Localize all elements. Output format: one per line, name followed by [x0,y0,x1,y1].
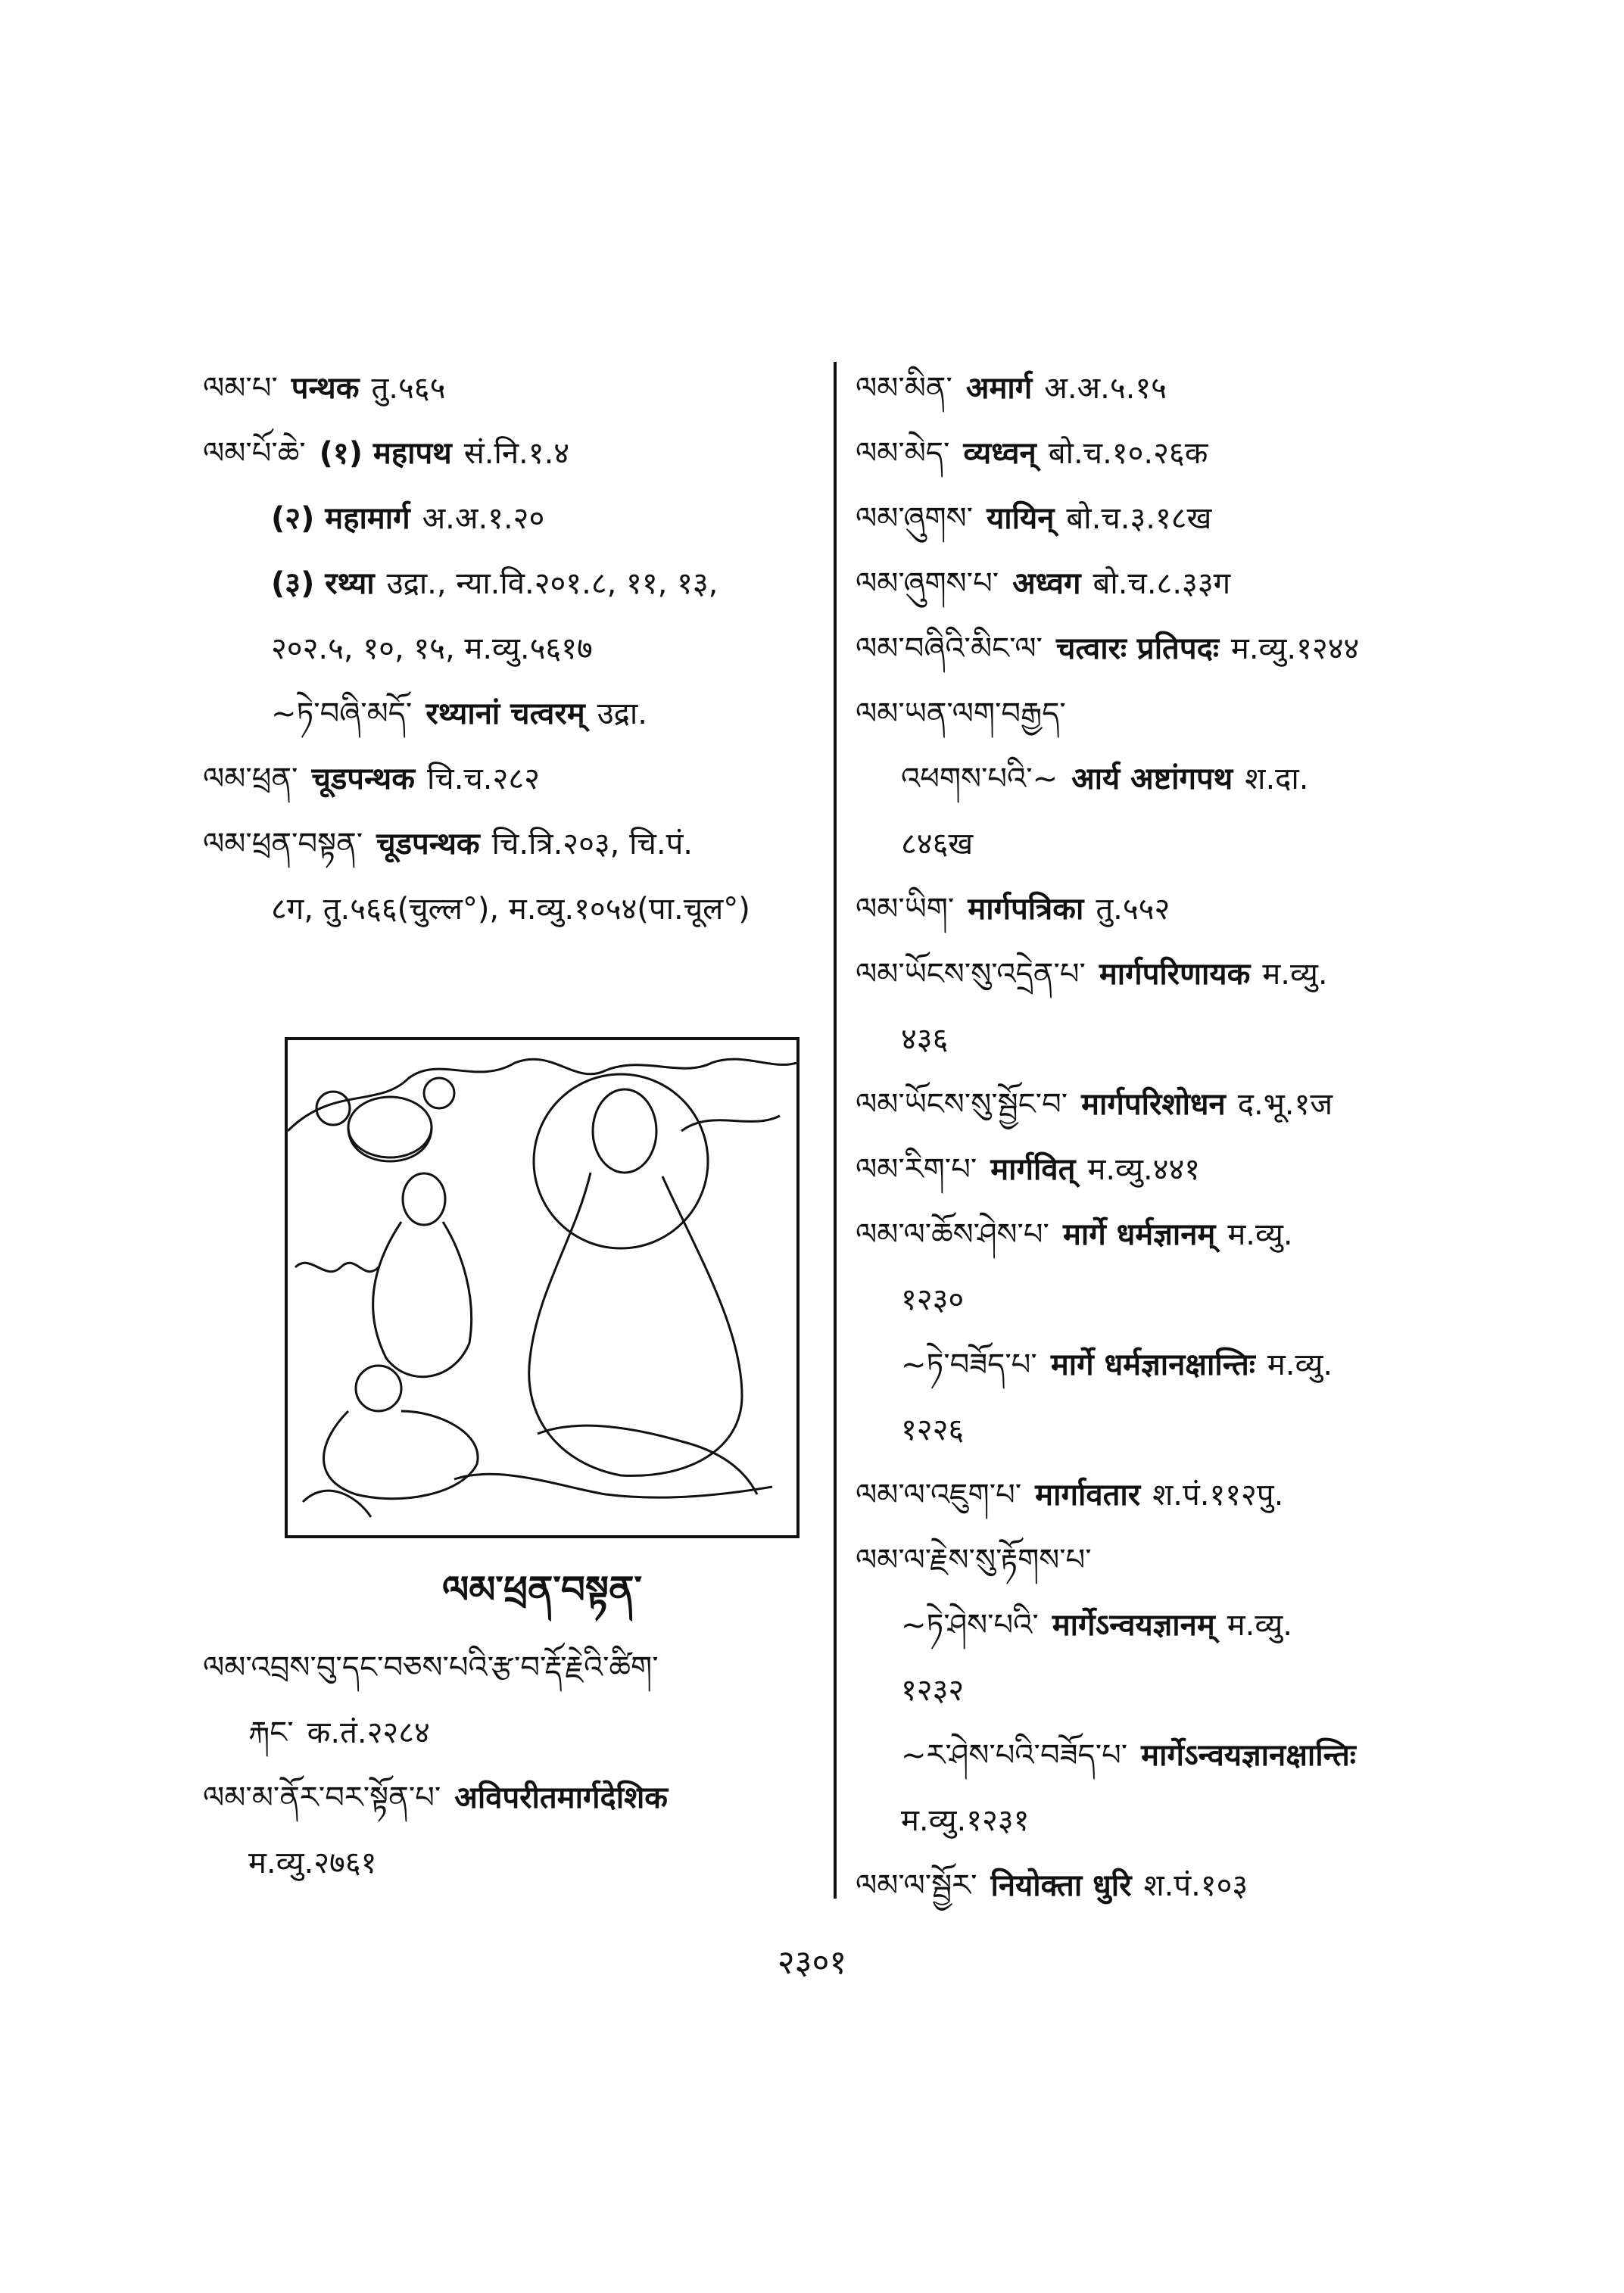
reference: म.व्यु. [1267,1347,1333,1382]
tibetan-term: ལམ་ཞུགས་པ་ [856,566,999,601]
entry-8 [203,877,809,942]
reference: म.व्यु.१२४४ [1230,631,1360,666]
entry-2 [203,486,809,551]
entry-5 [203,681,809,746]
illustration-icon [288,1040,796,1535]
tibetan-term: ལམ་ཕྲན་ [203,762,298,796]
tibetan-term: ~ཏེ་བཟོད་པ་ [901,1347,1037,1382]
tibetan-term: ལམ་ཡོངས་སུ་འདྲེན་པ་ [856,957,1086,992]
sanskrit-term: मार्गपत्रिका [968,892,1084,927]
sanskrit-term: चत्वारः प्रतिपदः [1055,631,1219,666]
entry-r20 [856,1658,1461,1723]
entry-r15 [856,1332,1461,1397]
tibetan-term: ~ར་ཤེས་པའི་བཟོད་པ་ [901,1738,1128,1773]
sanskrit-term: यायिन् [987,501,1055,536]
left-column [203,356,809,942]
reference: म.व्यु. [1227,1608,1292,1643]
sanskrit-term: रथ्यानां चत्वरम् [425,696,585,731]
tibetan-term: ལམ་མིན་ [856,371,952,406]
sanskrit-term: व्यध्वन् [963,436,1036,471]
reference: म.व्यु. [1262,957,1328,992]
entry-0 [203,356,809,421]
sanskrit-term: चूडपन्थक [311,762,415,796]
sanskrit-term: आर्य अष्टांगपथ [1071,762,1233,796]
entry-b3 [203,1830,809,1896]
reference: बो.च.३.१८ख [1066,501,1212,536]
tibetan-term: ལམ་རིག་པ་ [856,1152,977,1187]
sanskrit-term: अध्वग [1012,566,1081,601]
reference: श.दा. [1245,762,1309,796]
sanskrit-term: मार्गपरिणायक [1099,957,1251,992]
page-number: २३०१ [777,1943,847,1982]
tibetan-term: ལམ་ཡོངས་སུ་སྦྱོང་བ་ [856,1087,1068,1122]
entry-r3 [856,551,1461,616]
sanskrit-term: अमार्ग [965,371,1033,406]
tibetan-term: འཕགས་པའི་~ [901,762,1058,796]
tibetan-term: ལམ་ལ་ཆོས་ཤེས་པ་ [856,1217,1049,1252]
entry-r10 [856,1007,1461,1072]
tibetan-term: ལམ་ཕྲན་བསྟན་ [203,827,363,861]
reference: चि.च.२८२ [426,762,540,796]
entry-r9 [856,942,1461,1007]
entry-3 [203,551,809,616]
reference: अ.अ.१.२० [422,501,545,536]
reference: बो.च.१०.२६क [1048,436,1208,471]
entry-r22 [856,1788,1461,1853]
entry-1 [203,421,809,486]
right-column [856,356,1461,1918]
tibetan-term: ལམ་ཡིག་ [856,892,955,927]
entry-r19 [856,1593,1461,1658]
entry-r21 [856,1723,1461,1788]
reference: ४३६ [901,1022,949,1057]
entry-b2 [203,1765,809,1830]
sanskrit-term: मार्गे धर्मज्ञानम् [1062,1217,1216,1252]
column-divider [834,362,837,1899]
tibetan-term: ལམ་པོ་ཆེ་ [203,436,306,471]
entry-r17 [856,1463,1461,1528]
reference: तु.५५२ [1096,892,1170,927]
entry-r11 [856,1072,1461,1137]
entry-r14 [856,1267,1461,1332]
tibetan-term: ལམ་ཞུགས་ [856,501,974,536]
sanskrit-term: अविपरीतमार्गदेशिक [454,1781,669,1815]
sanskrit-term: मार्गवित् [990,1152,1076,1187]
entry-r2 [856,486,1461,551]
sanskrit-term: चूडपन्थक [376,827,480,861]
sanskrit-term: (३) रथ्या [271,566,375,601]
reference: उद्रा., न्या.वि.२०१.८, ११, १३, [386,566,718,601]
tibetan-term: ~ཏེ་བཞི་མདོ་ [271,696,413,731]
entry-r0 [856,356,1461,421]
entry-r4 [856,616,1461,681]
reference: म.व्यु. [1227,1217,1293,1252]
tibetan-term: ལམ་མ་ནོར་བར་སྟོན་པ་ [203,1781,441,1815]
reference: उद्रा. [597,696,647,731]
tibetan-term: རྐང་ [248,1715,294,1750]
entry-r5 [856,681,1461,746]
sanskrit-term: मार्गेऽन्वयज्ञानम् [1052,1608,1215,1643]
tibetan-term: ལམ་ལ་རྗེས་སུ་རྟོགས་པ་ [856,1543,1092,1578]
reference: ८ग, तु.५६६(चुल्ल°), म.व्यु.१०५४(पा.चूल°) [271,892,750,927]
reference: १२३२ [901,1673,965,1708]
reference: म.व्यु.१२३१ [901,1803,1030,1838]
reference: म.व्यु.२७६१ [248,1846,377,1880]
reference: चि.त्रि.२०३, चि.पं. [491,827,694,861]
tibetan-term: ལམ་ལ་འཇུག་པ་ [856,1478,1022,1513]
entry-r13 [856,1202,1461,1267]
reference: बो.च.८.३३ग [1093,566,1231,601]
reference: तु.५६५ [371,371,446,406]
reference: सं.नि.१.४ [463,436,570,471]
sanskrit-term: (१) महापथ [319,436,452,471]
reference: १२३० [901,1282,965,1317]
tibetan-term: ལམ་ལ་སྦྱོར་ [856,1868,977,1903]
sanskrit-term: मार्गेऽन्वयज्ञानक्षान्तिः [1141,1738,1356,1773]
entry-r16 [856,1397,1461,1463]
entry-r8 [856,877,1461,942]
tibetan-term: ལམ་པ་ [203,371,278,406]
reference: क.तं.२२८४ [307,1715,430,1750]
entry-r1 [856,421,1461,486]
sanskrit-term: मार्गावतार [1035,1478,1141,1513]
tibetan-term: ལམ་འབྲས་བུ་དང་བཅས་པའི་རྩ་བ་རྡོ་རྗེའི་ཚིག་ [203,1650,659,1685]
entry-r7 [856,812,1461,877]
reference: अ.अ.५.१५ [1044,371,1167,406]
reference: २०२.५, १०, १५, म.व्यु.५६१७ [271,631,593,666]
sanskrit-term: पन्थक [291,371,360,406]
reference: श.पं.११२पु. [1152,1478,1284,1513]
reference: श.पं.१०३ [1143,1868,1248,1903]
tibetan-term: ~ཏེ་ཤེས་པའི་ [901,1608,1039,1643]
woodblock-illustration [285,1037,800,1538]
tibetan-term: ལམ་བཞིའི་མིང་ལ་ [856,631,1043,666]
entry-6 [203,746,809,812]
entry-b0 [203,1635,809,1700]
reference: ८४६ख [901,827,974,861]
entry-r23 [856,1853,1461,1918]
entry-r12 [856,1137,1461,1202]
left-column-bottom [203,1635,809,1896]
illustration-caption: ལམ་ཕྲན་བསྟན་ [442,1568,642,1612]
sanskrit-term: मार्गपरिशोधन [1081,1087,1226,1122]
entry-r18 [856,1528,1461,1593]
sanskrit-term: (२) महामार्ग [271,501,410,536]
tibetan-term: ལམ་མེད་ [856,436,950,471]
entry-r6 [856,746,1461,812]
reference: १२२६ [901,1413,965,1447]
tibetan-term: ལམ་ཡན་ལག་བརྒྱད་ [856,696,1066,731]
sanskrit-term: मार्गे धर्मज्ञानक्षान्तिः [1050,1347,1255,1382]
entry-7 [203,812,809,877]
reference: म.व्यु.४४१ [1087,1152,1201,1187]
entry-4 [203,616,809,681]
sanskrit-term: नियोक्ता धुरि [990,1868,1132,1903]
reference: द.भू.१ज [1237,1087,1333,1122]
entry-b1 [203,1700,809,1765]
